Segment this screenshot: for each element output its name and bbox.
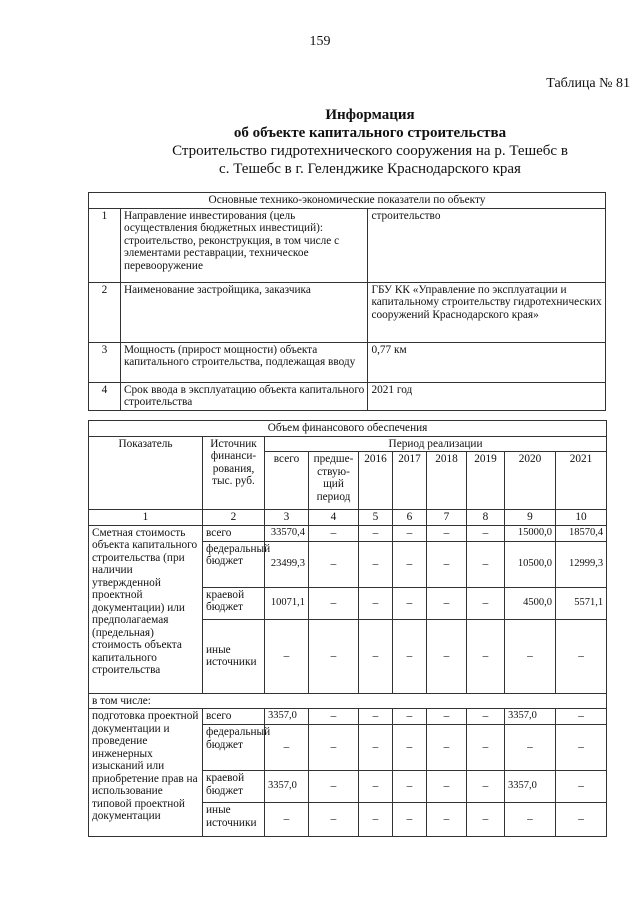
col-number: 10 <box>556 510 607 526</box>
col-number: 3 <box>265 510 309 526</box>
finance-cell: – <box>467 803 505 837</box>
finance-cell: – <box>359 587 393 619</box>
indicators-header-row <box>89 193 606 209</box>
finance-cell: – <box>393 541 427 587</box>
finance-source: всего <box>203 525 265 541</box>
finance-cell: – <box>505 725 556 771</box>
indicator-num: 2 <box>89 282 121 342</box>
finance-cell: 15000,0 <box>505 525 556 541</box>
finance-cell: – <box>393 619 427 693</box>
finance-cell: – <box>359 541 393 587</box>
col-number: 7 <box>427 510 467 526</box>
group2-label: подготовка проектной документации и проведение инженерных изысканий или приобретение прав на использование типовой проектной документации <box>89 709 203 837</box>
finance-source: федеральный бюджет <box>203 541 265 587</box>
finance-cell: – <box>467 525 505 541</box>
finance-cell: – <box>467 619 505 693</box>
title-block <box>150 106 590 178</box>
indicators-header: Основные технико-экономические показатели по объекту <box>89 193 606 209</box>
col-number: 1 <box>89 510 203 526</box>
finance-header: Объем финансового обеспечения <box>89 421 607 437</box>
finance-cell: – <box>467 725 505 771</box>
finance-source: иные источники <box>203 619 265 693</box>
indicator-label: Срок ввода в эксплуатацию объекта капитального строительства <box>120 382 368 410</box>
finance-prev: – <box>309 525 359 541</box>
indicator-value: ГБУ КК «Управление по эксплуатации и капитальному строительству гидротехнических сооружений Краснодарского края» <box>368 282 606 342</box>
finance-cell: 3357,0 <box>505 771 556 803</box>
finance-prev: – <box>309 619 359 693</box>
finance-cell: – <box>556 725 607 771</box>
finance-cell: 10500,0 <box>505 541 556 587</box>
finance-cell: – <box>427 803 467 837</box>
finance-cell: – <box>359 725 393 771</box>
indicator-row <box>89 282 606 342</box>
finance-cell: 4500,0 <box>505 587 556 619</box>
finance-cell: – <box>556 771 607 803</box>
finance-source: краевой бюджет <box>203 771 265 803</box>
col-number: 2 <box>203 510 265 526</box>
finance-cell: 18570,4 <box>556 525 607 541</box>
finance-total: – <box>265 725 309 771</box>
finance-cell: 5571,1 <box>556 587 607 619</box>
finance-total: 10071,1 <box>265 587 309 619</box>
finance-cell: – <box>467 541 505 587</box>
finance-colhead-row-1 <box>89 436 607 452</box>
indicator-row <box>89 208 606 282</box>
finance-total: 3357,0 <box>265 709 309 725</box>
finance-cell: – <box>467 771 505 803</box>
finance-cell: – <box>427 525 467 541</box>
table-number: Таблица № 81 <box>546 76 630 91</box>
indicator-num: 4 <box>89 382 121 410</box>
finance-prev: – <box>309 803 359 837</box>
finance-cell: – <box>427 541 467 587</box>
col-total: всего <box>265 452 309 510</box>
finance-cell: – <box>505 619 556 693</box>
indicator-num: 1 <box>89 208 121 282</box>
col-number: 4 <box>309 510 359 526</box>
finance-cell: – <box>359 619 393 693</box>
finance-cell: – <box>556 803 607 837</box>
finance-cell: – <box>393 803 427 837</box>
finance-total: 3357,0 <box>265 771 309 803</box>
finance-cell: – <box>427 709 467 725</box>
finance-cell: – <box>427 771 467 803</box>
finance-row <box>89 525 607 541</box>
title-line-2: об объекте капитального строительства <box>233 125 507 141</box>
finance-cell: – <box>393 525 427 541</box>
indicator-row <box>89 382 606 410</box>
col-year: 2021 <box>556 452 607 510</box>
page-number: 159 <box>309 34 331 49</box>
in-that-number: в том числе: <box>89 693 607 709</box>
col-number: 9 <box>505 510 556 526</box>
finance-cell: 3357,0 <box>505 709 556 725</box>
col-number-row <box>89 510 607 526</box>
finance-cell: – <box>359 709 393 725</box>
col-year: 2018 <box>427 452 467 510</box>
finance-total: 33570,4 <box>265 525 309 541</box>
in-that-number-row <box>89 693 607 709</box>
finance-source: всего <box>203 709 265 725</box>
finance-cell: – <box>359 771 393 803</box>
col-number: 8 <box>467 510 505 526</box>
title-line-1: Информация <box>325 107 415 123</box>
finance-cell: – <box>467 587 505 619</box>
finance-cell: – <box>359 803 393 837</box>
indicator-label: Наименование застройщика, заказчика <box>120 282 368 342</box>
indicator-label: Направление инвестирования (цель осуществления бюджетных инвестиций): строительство, реконструкция, в том числе с элементами реставрации, техническое перевооружение <box>120 208 368 282</box>
col-previous: предше-ствую-щий период <box>309 452 359 510</box>
finance-cell: – <box>393 771 427 803</box>
col-number: 5 <box>359 510 393 526</box>
finance-source: краевой бюджет <box>203 587 265 619</box>
finance-prev: – <box>309 725 359 771</box>
finance-source: федеральный бюджет <box>203 725 265 771</box>
col-indicator: Показатель <box>89 436 203 510</box>
finance-source: иные источники <box>203 803 265 837</box>
finance-cell: – <box>427 619 467 693</box>
title-line-4: с. Тешебс в г. Геленджике Краснодарского края <box>219 161 521 177</box>
finance-cell: – <box>467 709 505 725</box>
finance-cell: – <box>505 803 556 837</box>
indicators-table <box>88 192 606 411</box>
col-year: 2016 <box>359 452 393 510</box>
finance-total: – <box>265 803 309 837</box>
col-source: Источник финанси-рования, тыс. руб. <box>203 436 265 510</box>
finance-cell: – <box>427 587 467 619</box>
finance-table <box>88 420 607 837</box>
indicator-row <box>89 342 606 382</box>
finance-prev: – <box>309 771 359 803</box>
indicator-value: 0,77 км <box>368 342 606 382</box>
finance-prev: – <box>309 709 359 725</box>
finance-cell: – <box>556 619 607 693</box>
period-header: Период реализации <box>265 436 607 452</box>
indicator-num: 3 <box>89 342 121 382</box>
col-year: 2017 <box>393 452 427 510</box>
finance-total: – <box>265 619 309 693</box>
finance-cell: – <box>427 725 467 771</box>
col-number: 6 <box>393 510 427 526</box>
title-line-3: Строительство гидротехнического сооружения на р. Тешебс в <box>172 143 568 159</box>
col-year: 2020 <box>505 452 556 510</box>
finance-cell: – <box>556 709 607 725</box>
finance-cell: – <box>393 725 427 771</box>
finance-cell: 12999,3 <box>556 541 607 587</box>
finance-cell: – <box>393 709 427 725</box>
finance-prev: – <box>309 541 359 587</box>
col-year: 2019 <box>467 452 505 510</box>
indicator-value: 2021 год <box>368 382 606 410</box>
group1-label: Сметная стоимость объекта капитального строительства (при наличии утвержденной проектной документации) или предполагаемая (предельная) стоимость объекта капитального строительства <box>89 525 203 693</box>
finance-prev: – <box>309 587 359 619</box>
indicator-label: Мощность (прирост мощности) объекта капитального строительства, подлежащая вводу <box>120 342 368 382</box>
finance-row <box>89 709 607 725</box>
indicator-value: строительство <box>368 208 606 282</box>
finance-cell: – <box>359 525 393 541</box>
finance-header-row <box>89 421 607 437</box>
finance-cell: – <box>393 587 427 619</box>
finance-total: 23499,3 <box>265 541 309 587</box>
